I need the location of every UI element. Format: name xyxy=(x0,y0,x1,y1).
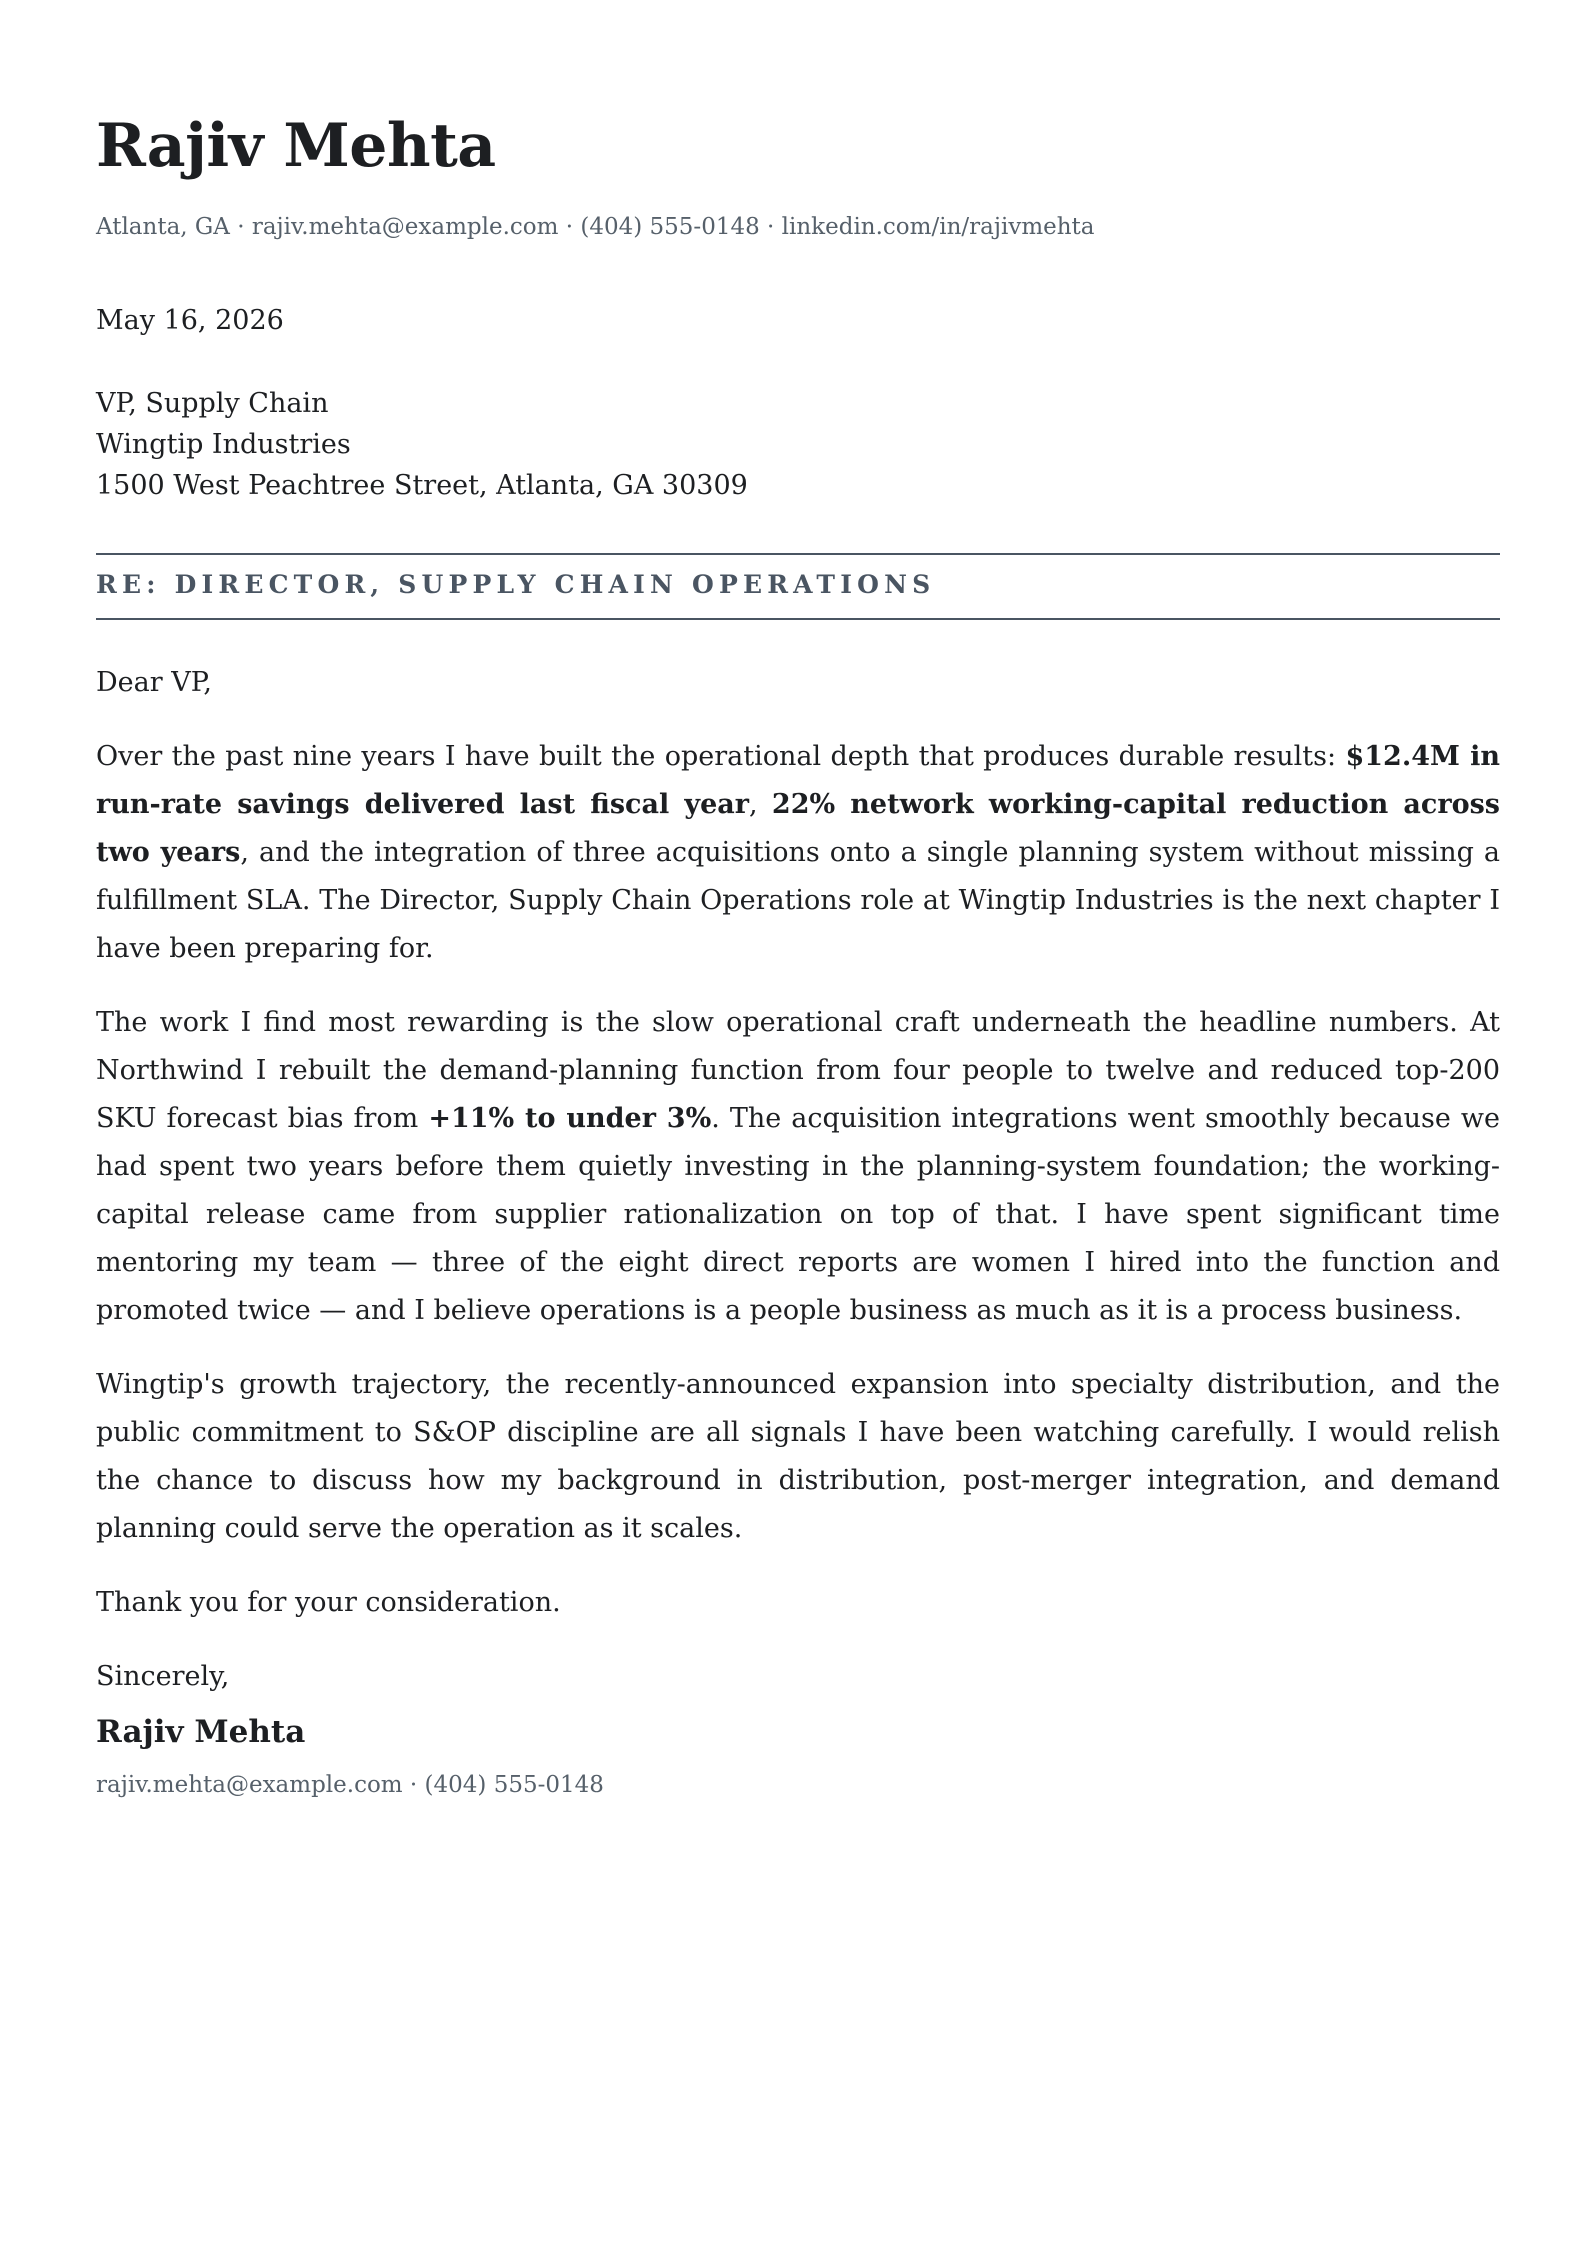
paragraph-experience xyxy=(96,999,1500,1335)
paragraph-text: , xyxy=(748,789,772,820)
salutation: Dear VP, xyxy=(96,667,212,698)
paragraph-text: . The acquisition integrations went smoothly because we had spent two years before them quietly investing in the planning-system foundation; the working-capital release came from supplier rationalization on top of that. I have spent significant time mentoring my team — three of the eight direct reports are women I hired into the function and promoted twice — and I believe operations is a people business as much as it is a process business. xyxy=(96,1103,1500,1326)
paragraph-intro xyxy=(96,733,1500,973)
header-contact-line: Atlanta, GA · rajiv.mehta@example.com · (404) 555-0148 · linkedin.com/in/rajivmehta xyxy=(96,214,1095,240)
applicant-name: Rajiv Mehta xyxy=(96,111,496,181)
letter-body xyxy=(96,659,1500,1727)
highlight-savings: $12.4M in run-rate savings delivered last fiscal year xyxy=(96,741,1500,820)
signature-contact-line: rajiv.mehta@example.com · (404) 555-0148 xyxy=(96,1772,604,1798)
recipient-title: VP, Supply Chain xyxy=(96,388,329,419)
recipient-company: Wingtip Industries xyxy=(96,429,351,460)
highlight-forecast-bias: +11% to under 3% xyxy=(428,1103,712,1134)
subject-rule-bottom xyxy=(96,618,1500,620)
paragraph-text: Over the past nine years I have built the operational depth that produces durable results: xyxy=(96,741,1346,772)
closing-line: Sincerely, xyxy=(96,1661,230,1692)
signature-name: Rajiv Mehta xyxy=(96,1714,306,1750)
paragraph-text: , and the integration of three acquisitions onto a single planning system without missing a fulfillment SLA. The Director, Supply Chain Operations role at Wingtip Industries is the next chapter I have been preparing for. xyxy=(96,837,1501,964)
paragraph-text: The work I find most rewarding is the slow operational craft underneath the headline numbers. At Northwind I rebuilt the demand-planning function from four people to twelve and reduced top-200 SKU forecast bias from xyxy=(96,1007,1500,1134)
paragraph-company-fit: Wingtip's growth trajectory, the recently-announced expansion into specialty distribution, and the public commitment to S&OP discipline are all signals I have been watching carefully. I would relish the chance to discuss how my background in distribution, post-merger integration, and demand planning could serve the operation as it scales. xyxy=(96,1369,1500,1544)
letter-date: May 16, 2026 xyxy=(96,305,284,336)
thank-you-line: Thank you for your consideration. xyxy=(96,1587,561,1618)
subject-line: RE: DIRECTOR, SUPPLY CHAIN OPERATIONS xyxy=(96,570,936,599)
recipient-address: 1500 West Peachtree Street, Atlanta, GA 30309 xyxy=(96,470,748,501)
highlight-working-capital: 22% network working-capital reduction across two years xyxy=(96,789,1500,868)
recipient-block xyxy=(96,383,748,506)
subject-rule-top xyxy=(96,553,1500,555)
